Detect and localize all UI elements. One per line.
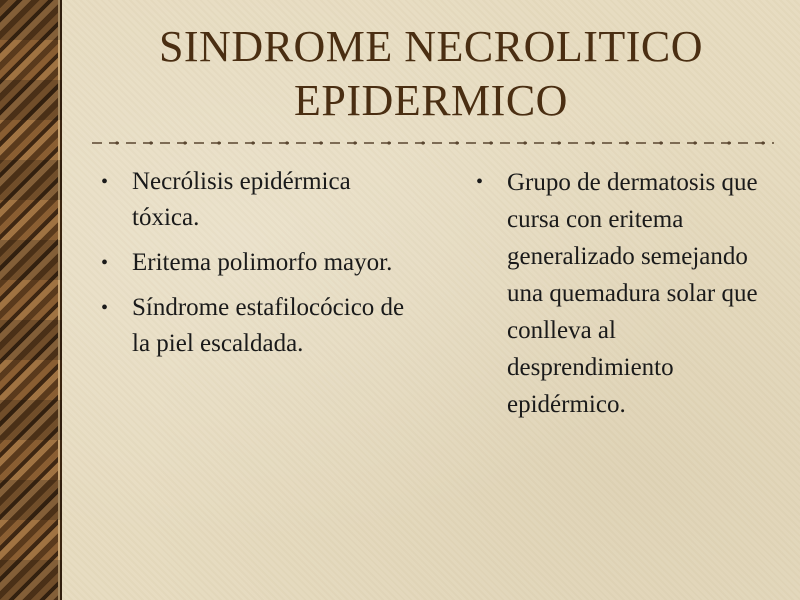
title-line-2: EPIDERMICO — [294, 76, 568, 125]
divider-dot — [149, 141, 152, 144]
divider-dot — [591, 141, 594, 144]
slide-title — [62, 20, 800, 128]
divider-dot — [353, 141, 356, 144]
bullet-icon: • — [101, 297, 109, 319]
left-bullet-list — [96, 164, 411, 362]
list-item — [96, 245, 411, 281]
divider-dot — [183, 141, 186, 144]
divider-dot — [319, 141, 322, 144]
divider-dot — [761, 141, 764, 144]
divider-dot — [217, 141, 220, 144]
bullet-icon: • — [101, 252, 109, 274]
divider-dot — [659, 141, 662, 144]
list-item-text: Eritema polimorfo mayor. — [132, 249, 393, 276]
divider-dot — [489, 141, 492, 144]
divider-dot — [455, 141, 458, 144]
list-item — [96, 290, 411, 362]
left-column — [96, 164, 411, 432]
bullet-icon: • — [101, 171, 109, 193]
list-item-text: Grupo de dermatosis que cursa con eritema generalizado semejando una quemadura solar que conlleva al desprendimiento epidérmico. — [507, 169, 758, 418]
divider-dot — [285, 141, 288, 144]
divider-dot — [727, 141, 730, 144]
list-item — [471, 164, 786, 423]
list-item-text: Síndrome estafilocócico de la piel escaldada. — [132, 294, 405, 357]
dashed-divider — [92, 138, 774, 148]
divider-dot — [693, 141, 696, 144]
divider-dot — [115, 141, 118, 144]
bullet-icon: • — [476, 171, 484, 193]
list-item — [96, 164, 411, 236]
decorative-border — [0, 0, 62, 600]
title-line-1: SINDROME NECROLITICO — [158, 22, 704, 71]
divider-dot — [387, 141, 390, 144]
list-item-text: Necrólisis epidérmica tóxica. — [132, 168, 351, 231]
divider-dot — [251, 141, 254, 144]
divider-dot — [421, 141, 424, 144]
content-columns — [96, 164, 786, 432]
divider-dot — [523, 141, 526, 144]
right-bullet-list — [471, 164, 786, 423]
divider-dot — [625, 141, 628, 144]
divider-dot — [557, 141, 560, 144]
right-column — [471, 164, 786, 432]
